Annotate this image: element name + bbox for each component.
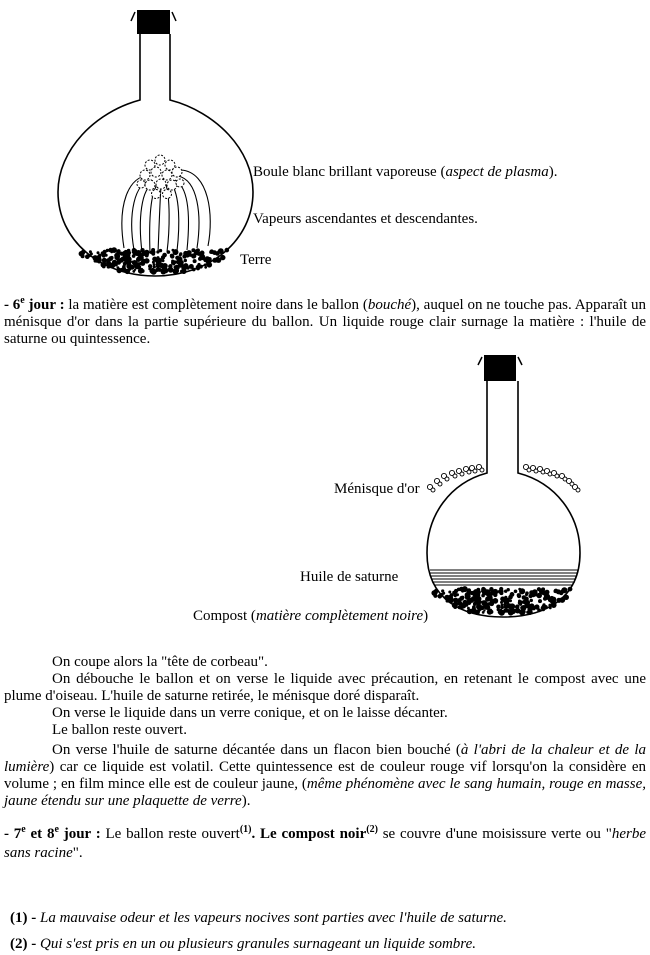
paragraph-day-7-8: - 7e et 8e jour : Le ballon reste ouvert$^{(1)}$. Le compost noir$^{(2)}$ se couvre d'une moisissure verte ou "herbe sans racine". xyxy=(4,824,646,861)
flask-body xyxy=(58,34,253,276)
plasma-ball xyxy=(137,155,184,199)
label-plasma-ball: Boule blanc brillant vaporeuse (aspect de plasma). xyxy=(253,164,558,180)
footnote-ref-1: (1) xyxy=(239,824,252,835)
paragraph-quintessence: On verse l'huile de saturne décantée dans un flacon bien bouché (à l'abri de la chaleur et de la lumière) car ce liquide est volatil. Cette quintessence est de couleur rouge vif lorsqu'on la considère en volume ; en film mince elle est de couleur jaune, (même phénomène avec le sang humain, rouge en masse, jaune étendu sur une plaquette de verre). xyxy=(4,742,646,809)
footnote-ref-2: (2) xyxy=(366,824,378,835)
footnote-1: (1) - La mauvaise odeur et les vapeurs nocives sont parties avec l'huile de saturne. xyxy=(10,910,507,926)
label-saturn-oil: Huile de saturne xyxy=(300,569,399,585)
earth-deposit xyxy=(79,247,230,275)
label-vapors: Vapeurs ascendantes et descendantes. xyxy=(253,211,478,227)
compost-deposit xyxy=(431,586,572,616)
gold-meniscus xyxy=(427,464,580,492)
label-compost: Compost (matière complètement noire) xyxy=(193,608,429,624)
label-earth: Terre xyxy=(240,252,272,268)
flask2-stopper xyxy=(484,355,516,381)
paragraph-uncork: On débouche le ballon et on verse le liquide avec précaution, en retenant le compost avec une plume d'oiseau. L'huile de saturne retirée, le ménisque doré disparaît. xyxy=(4,671,646,704)
footnote-2: (2) - Qui s'est pris en un ou plusieurs granules surnageant un liquide sombre. xyxy=(10,936,476,952)
paragraph-open: Le ballon reste ouvert. xyxy=(52,722,187,738)
paragraph-decant: On verse le liquide dans un verre conique, et on le laisse décanter. xyxy=(52,705,448,721)
flask-vapor-illustration xyxy=(0,0,650,280)
paragraph-cut-head: On coupe alors la "tête de corbeau". xyxy=(52,654,268,670)
flask-stopper xyxy=(137,10,170,34)
paragraph-day-6: - 6e jour : la matière est complètement noire dans le ballon (bouché), auquel on ne touche pas. Apparaît un ménisque d'or dans la partie supérieure du ballon. Un liquide rouge clair surnage la matière : l'huile de saturne ou quintessence. xyxy=(4,295,646,347)
saturn-oil-layer xyxy=(430,570,578,585)
label-gold-meniscus: Ménisque d'or xyxy=(334,481,420,497)
